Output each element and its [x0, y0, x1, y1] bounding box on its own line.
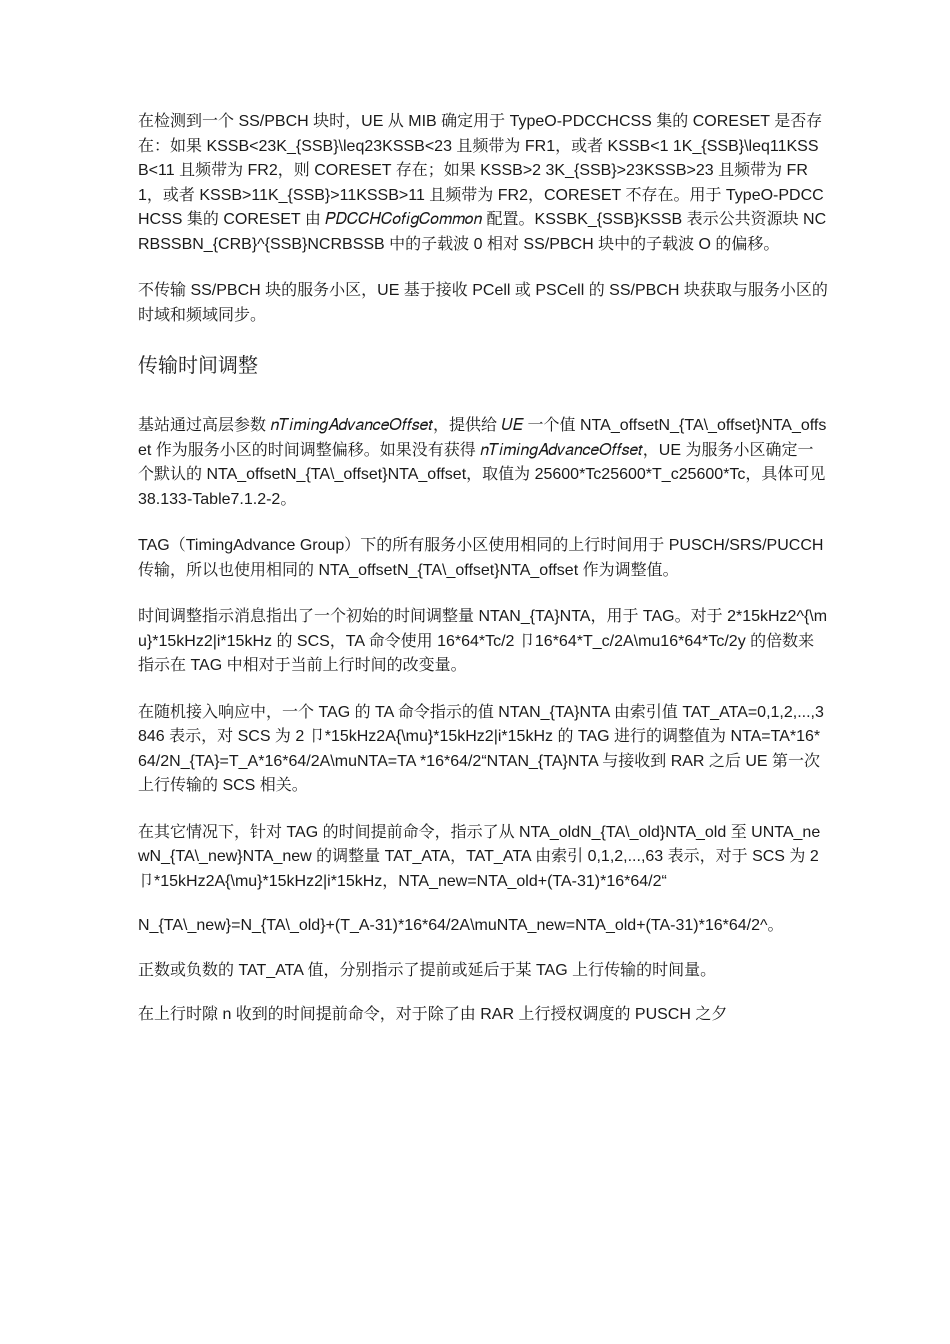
paragraph-sync: 不传输 SS/PBCH 块的服务小区，UE 基于接收 PCell 或 PSCell 的 SS/PBCH 块获取与服务小区的时域和频域同步。 [138, 282, 828, 324]
paragraph-sign: 正数或负数的 TAT_ATA 值，分别指示了提前或延后于某 TAG 上行传输的时间量。 [138, 961, 717, 979]
paragraph-other-cases: 在其它情况下，针对 TAG 的时间提前命令，指示了从 NTA_oldN_{TA\_old}NTA_old 至 UNTA_newN_{TA\_new}NTA_new 的调整量 TAT_ATA，TAT_ATA 由索引 0,1,2,...,63 表示，对于 SCS 为 2 卩*15kHz2A{\mu}*15kHz2|i*15kHz，NTA_new=NTA_old+(TA-31)*16*64/2“ [138, 823, 821, 890]
paragraph-slot-n: 在上行时隙 n 收到的时间提前命令，对于除了由 RAR 上行授权调度的 PUSCH 之夕 [138, 1006, 728, 1023]
paragraph-coreset: 在检测到一个 SS/PBCH 块时，UE 从 MIB 确定用于 TypeO-PDCCHCSS 集的 CORESET 是否存在：如果 KSSB<23K_{SSB}\leq23KSSB<23 且频带为 FR1，或者 KSSB<1 1K_{SSB}\leq11KSSB<11 且频带为 FR2，则 CORESET 存在；如果 KSSB>2 3K_{SSB}>23KSSB>23 且频带为 FR1，或者 KSSB>11K_{SSB}>11KSSB>11 且频带为 FR2，CORESET 不存在。用于 TypeO-PDCCHCSS 集的 CORESET 由 𝑃𝐷𝐶𝐶𝐻𝐶𝑜𝑓𝑖𝑔𝐶𝑜𝑚𝑚𝑜𝑛 配置。KSSBK_{SSB}KSSB 表示公共资源块 NCRBSSBN_{CRB}^{SSB}NCRBSSB 中的子载波 0 相对 SS/PBCH 块中的子载波 O 的偏移。 [138, 113, 827, 253]
document-page [138, 110, 828, 1048]
paragraph-ta-offset: 基站通过高层参数 𝑛𝑇𝑖𝑚𝑖𝑛𝑔𝐴𝑑𝑣𝑎𝑛𝑐𝑒𝑂𝑓𝑓𝑠𝑒𝑡，提供给 𝑈𝐸 一个值 NTA_offsetN_{TA\_offset}NTA_offset 作为服务小区的时间调整偏移。如果没有获得 𝑛𝑇𝑖𝑚𝑖𝑛𝑔𝐴𝑑𝑣𝑎𝑛𝑐𝑒𝑂𝑓𝑓𝑠𝑒𝑡，UE 为服务小区确定一个默认的 NTA_offsetN_{TA\_offset}NTA_offset，取值为 25600*Tc25600*T_c25600*Tc，具体可见 38.133-Table7.1.2-2。 [138, 417, 827, 508]
paragraph-rar: 在随机接入响应中，一个 TAG 的 TA 命令指示的值 NTAN_{TA}NTA 由索引值 TAT_ATA=0,1,2,...,3846 表示，对 SCS 为 2 卩*15kHz2A{\mu}*15kHz2|i*15kHz 的 TAG 进行的调整值为 NTA=TA*16*64/2N_{TA}=T_A*16*64/2A\muNTA=TA *16*64/2“NTAN_{TA}NTA 与接收到 RAR 之后 UE 第一次上行传输的 SCS 相关。 [138, 703, 824, 794]
paragraph-formula: N_{TA\_new}=N_{TA\_old}+(T_A-31)*16*64/2A\muNTA_new=NTA_old+(TA-31)*16*64/2^。 [138, 917, 784, 934]
paragraph-tag: TAG（TimingAdvance Group）下的所有服务小区使用相同的上行时间用于 PUSCH/SRS/PUCCH 传输，所以也使用相同的 NTA_offsetN_{TA\_offset}NTA_offset 作为调整值。 [138, 537, 824, 579]
paragraph-ta-command: 时间调整指示消息指出了一个初始的时间调整量 NTAN_{TA}NTA，用于 TAG。对于 2*15kHz2^{\mu}*15kHz2|i*15kHz 的 SCS，TA 命令使用 16*64*Tc/2 卩16*64*T_c/2A\mu16*64*Tc/2y 的倍数来指示在 TAG 中相对于当前上行时间的改变量。 [138, 608, 828, 674]
section-heading: 传输时间调整 [138, 353, 258, 377]
